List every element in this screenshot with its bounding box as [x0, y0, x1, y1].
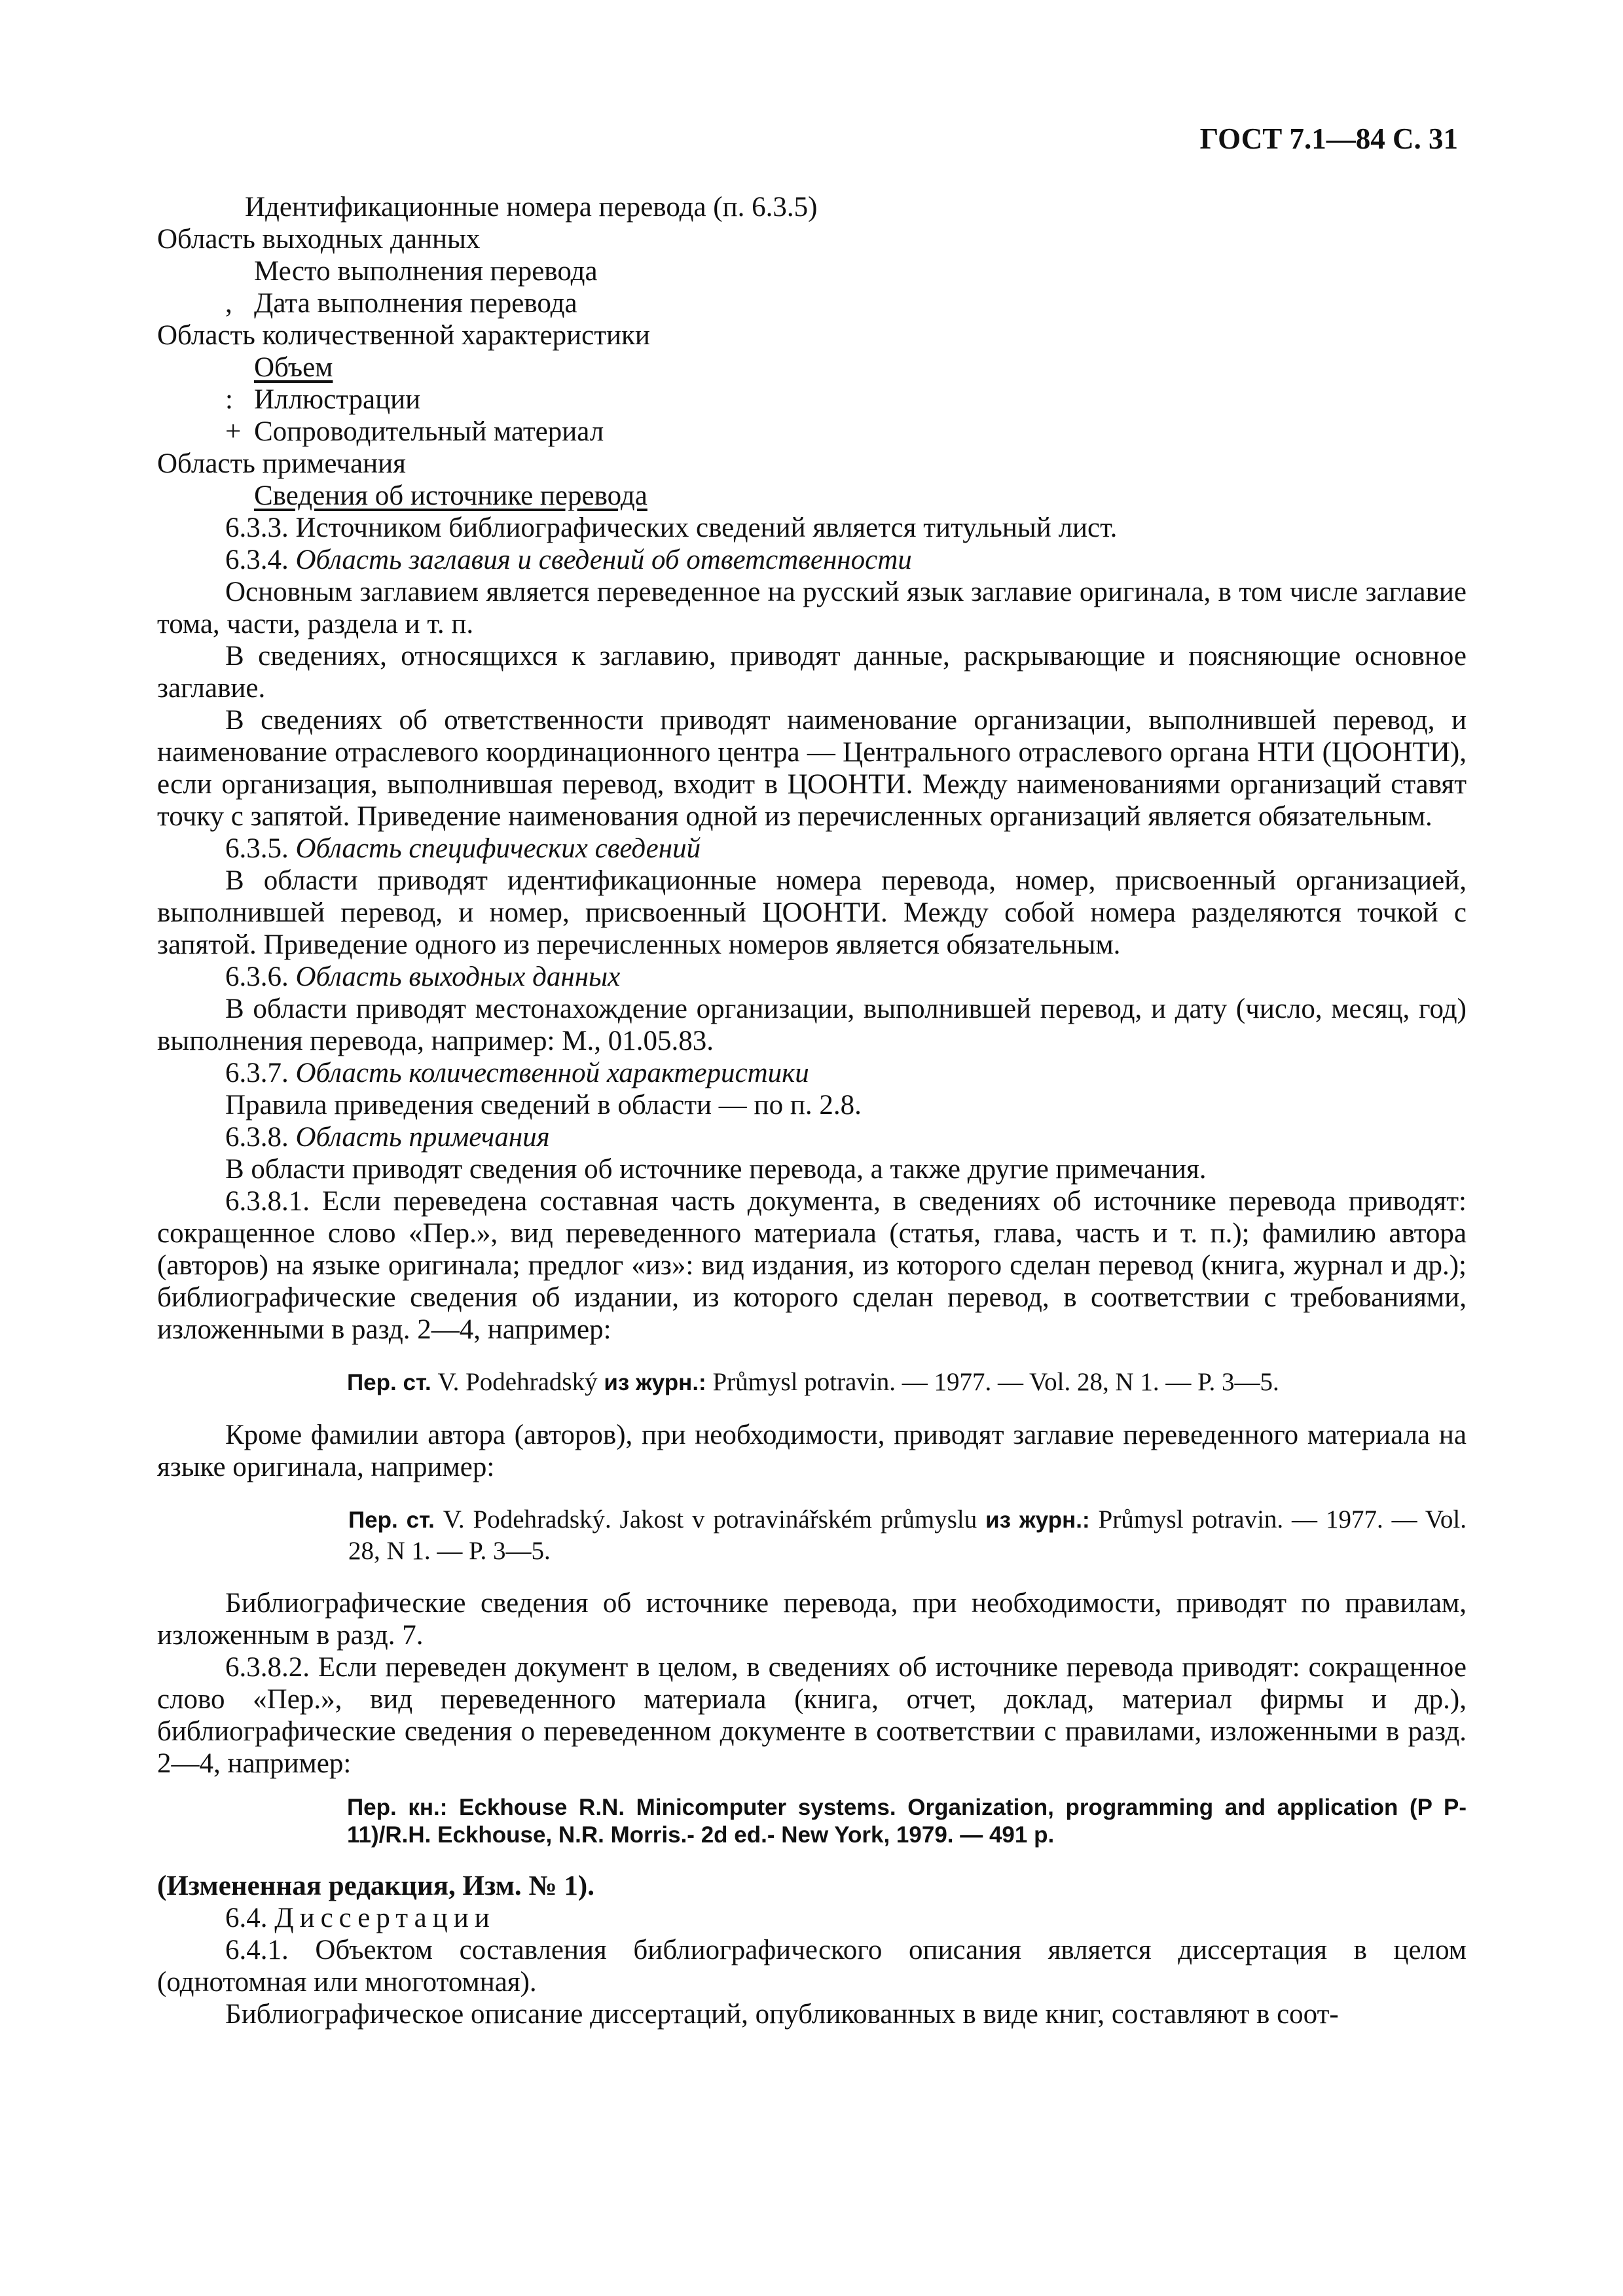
paragraph: Основным заглавием является переведенное на русский язык заглавие оригинала, в том числе заглавие тома, части, раздела и т. п. — [157, 577, 1467, 639]
scheme-line: : Иллюстрации — [225, 384, 421, 415]
paragraph: 6.3.8.2. Если переведен документ в целом, в сведениях об источнике перевода приводят: сокращенное слово «Пер.», вид переведенного материала (книга, отчет, доклад, материал фирмы и др.), библиографические сведения о переведенном документе в соответствии с правилами, изложенными в разд. 2—4, например: — [157, 1652, 1467, 1779]
scheme-line: + Сопроводительный материал — [225, 416, 604, 447]
paragraph: В области приводят местонахождение организации, выполнившей перевод, и дату (число, месяц, год) выполнения перевода, например: М., 01.05.83. — [157, 994, 1467, 1056]
scheme-line: Место выполнения перевода — [254, 256, 598, 287]
paragraph: Библиографическое описание диссертаций, опубликованных в виде книг, составляют в соот- — [225, 1999, 1339, 2030]
section-heading: 6.3.5. Область специфических сведений — [225, 833, 701, 864]
example-citation: Пер. ст. V. Podehradský. Jakost v potravinářském průmyslu из журн.: Průmysl potravin. — 1977. — Vol. 28, N 1. — P. 3—5. — [348, 1505, 1467, 1565]
section-heading: 6.3.7. Область количественной характеристики — [225, 1058, 809, 1088]
paragraph: 6.3.3. Источником библиографических сведений является титульный лист. — [225, 512, 1118, 543]
scheme-mark: + — [225, 416, 242, 447]
document-body — [157, 191, 1467, 2030]
section-heading: 6.3.4. Область заглавия и сведений об ответственности — [225, 545, 912, 575]
section-heading: 6.3.6. Область выходных данных — [225, 961, 621, 992]
paragraph: Библиографические сведения об источнике перевода, при необходимости, приводят по правилам, изложенным в разд. 7. — [157, 1588, 1467, 1651]
paragraph: В сведениях, относящихся к заглавию, приводят данные, раскрывающие и поясняющие основное заглавие. — [157, 641, 1467, 704]
scheme-line: Сведения об источнике перевода — [254, 480, 647, 511]
section-heading: 6.3.8. Область примечания — [225, 1122, 550, 1153]
section-heading: 6.4. Диссертации — [225, 1903, 496, 1933]
scheme-line: Область количественной характеристики — [157, 320, 650, 351]
scheme-line: Область примечания — [157, 448, 406, 479]
scheme-line: Объем — [254, 352, 333, 383]
paragraph: Кроме фамилии автора (авторов), при необходимости, приводят заглавие переведенного материала на языке оригинала, например: — [157, 1420, 1467, 1482]
paragraph: Правила приведения сведений в области — по п. 2.8. — [225, 1090, 862, 1121]
page-header: ГОСТ 7.1—84 С. 31 — [1199, 122, 1458, 155]
paragraph: В области приводят сведения об источнике перевода, а также другие примечания. — [225, 1154, 1207, 1185]
paragraph: В области приводят идентификационные номера перевода, номер, присвоенный организацией, выполнившей перевод, и номер, присвоенный ЦООНТИ. Между собой номера разделяются точкой с запятой. Приведение одного из перечисленных номеров является обязательным. — [157, 865, 1467, 960]
example-citation: Пер. ст. V. Podehradský из журн.: Průmysl potravin. — 1977. — Vol. 28, N 1. — P. 3—5. — [347, 1368, 1279, 1396]
paragraph: В сведениях об ответственности приводят наименование организации, выполнившей перевод, и наименование отраслевого координационного центра — Центрального отраслевого органа НТИ (ЦООНТИ), если организация, выполнившая перевод, входит в ЦООНТИ. Между наименованиями организаций ставят точку с запятой. Приведение наименования одной из перечисленных организаций является обязательным. — [157, 705, 1467, 832]
amendment-note: (Измененная редакция, Изм. № 1). — [157, 1871, 594, 1901]
paragraph: 6.4.1. Объектом составления библиографического описания является диссертация в целом (однотомная или многотомная). — [157, 1935, 1467, 1998]
scheme-line: , Дата выполнения перевода — [225, 288, 577, 319]
scheme-mark: : — [225, 384, 233, 415]
paragraph: 6.3.8.1. Если переведена составная часть документа, в сведениях об источнике перевода приводят: сокращенное слово «Пер.», вид переведенного материала (статья, глава, часть и т. п.); фамилию автора (авторов) на языке оригинала; предлог «из»: вид издания, из которого сделан перевод (книга, журнал и др.); библиографические сведения об издании, из которого сделан перевод, в соответствии с требованиями, изложенными в разд. 2—4, например: — [157, 1186, 1467, 1345]
example-citation: Пер. кн.: Eckhouse R.N. Minicomputer systems. Organization, programming and application (P P-11)/R.H. Eckhouse, N.R. Morris.- 2d ed.- New York, 1979. — 491 p. — [347, 1795, 1467, 1848]
scheme-line: Идентификационные номера перевода (п. 6.3.5) — [245, 192, 818, 223]
scheme-mark: , — [225, 288, 232, 319]
scheme-line: Область выходных данных — [157, 224, 481, 255]
